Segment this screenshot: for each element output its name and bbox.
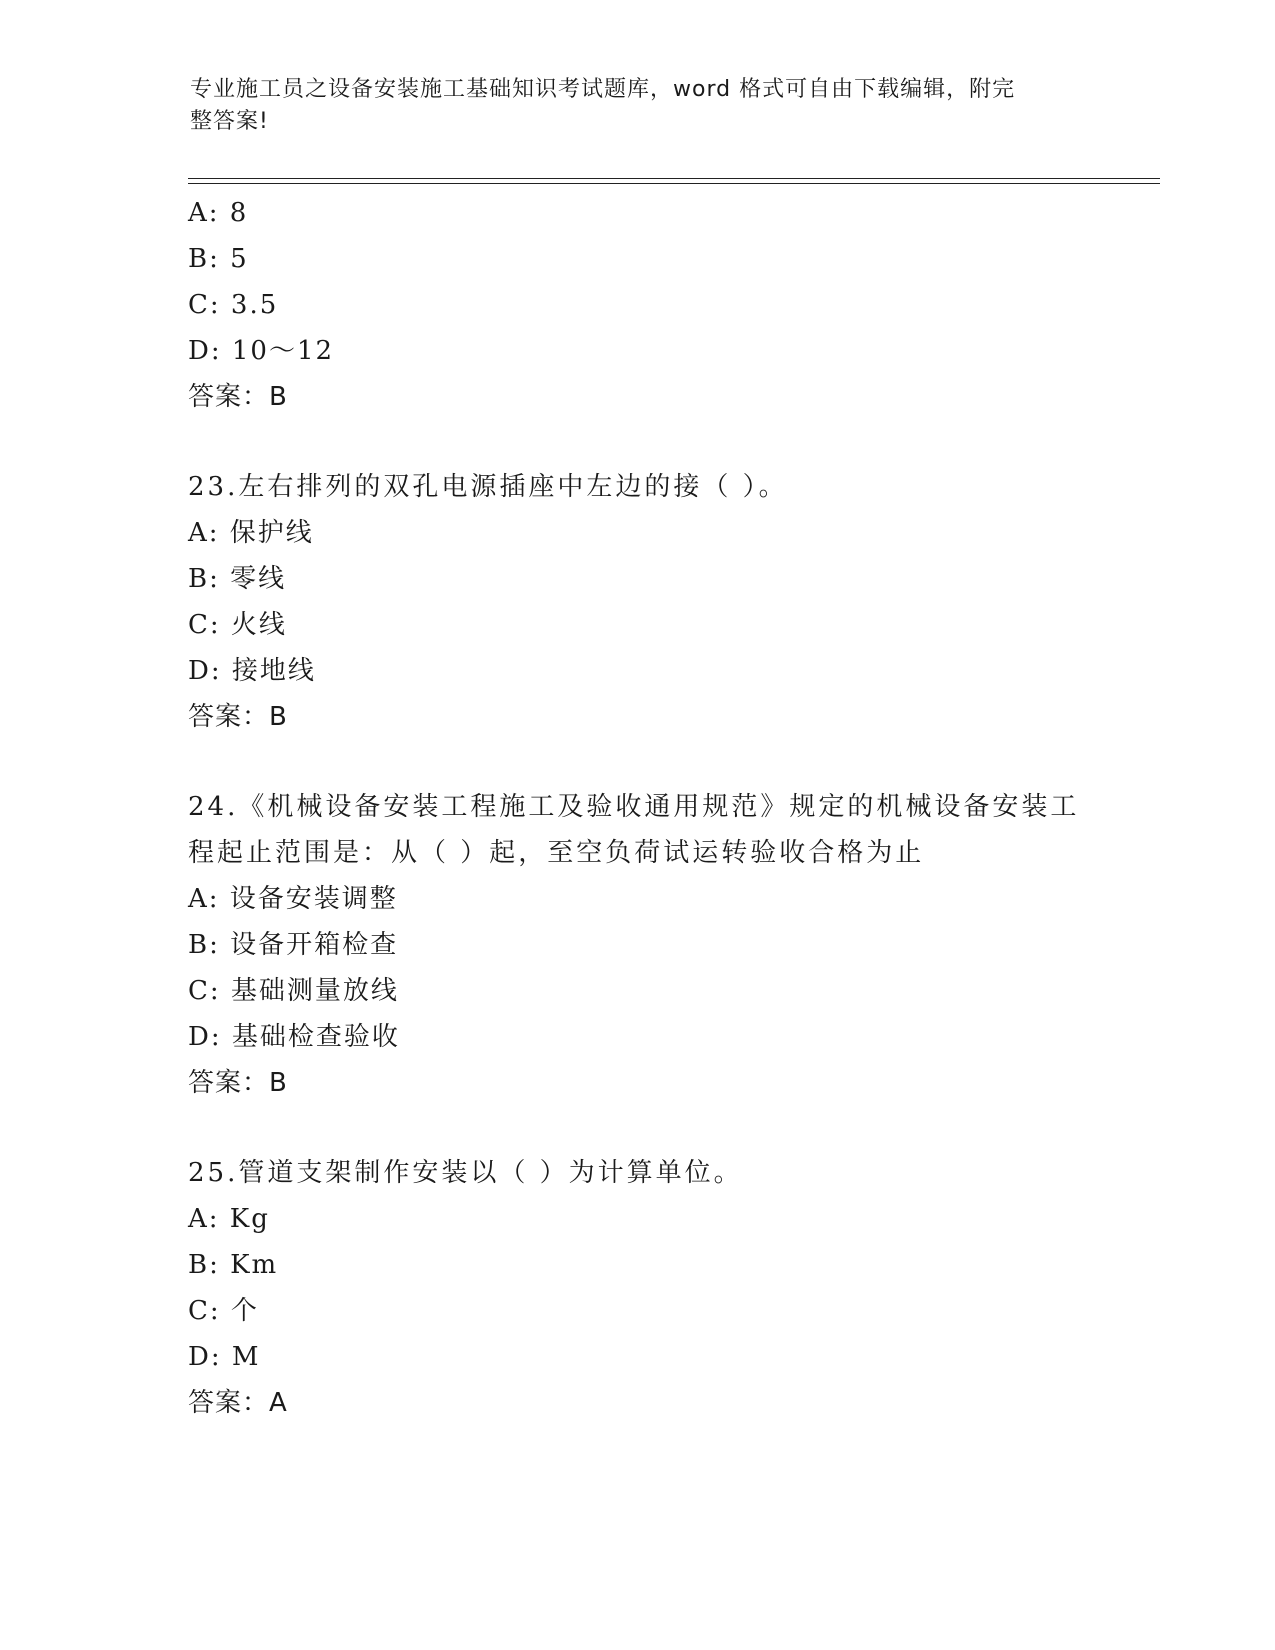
option-b: B: 零线	[188, 564, 287, 594]
question-block-22	[188, 190, 1088, 420]
option-c: C: 基础测量放线	[188, 976, 399, 1006]
header-divider-top	[188, 178, 1160, 179]
option-b: B: 设备开箱检查	[188, 930, 399, 960]
question-stem: 23.左右排列的双孔电源插座中左边的接（ ）。	[188, 472, 788, 502]
option-c: C: 火线	[188, 610, 287, 640]
header-divider-bottom	[188, 183, 1160, 184]
question-stem: 25.管道支架制作安装以（ ）为计算单位。	[188, 1158, 743, 1188]
option-b: B: Km	[188, 1250, 279, 1280]
option-d: D: M	[188, 1342, 261, 1372]
option-a: A: Kg	[188, 1204, 270, 1234]
option-a: A: 保护线	[188, 518, 314, 548]
question-block-23	[188, 464, 1088, 740]
question-stem-line-2: 程起止范围是：从（ ）起，至空负荷试运转验收合格为止	[188, 838, 925, 868]
spacer	[188, 1106, 1088, 1150]
option-d: D: 10～12	[188, 336, 335, 366]
question-block-24	[188, 784, 1088, 1106]
question-block-25	[188, 1150, 1088, 1426]
answer-line: 答案：B	[188, 1068, 288, 1098]
answer-line: 答案：B	[188, 382, 288, 412]
option-b: B: 5	[188, 244, 249, 274]
option-a: A: 设备安装调整	[188, 884, 398, 914]
option-a: A: 8	[188, 198, 249, 228]
option-c: C: 个	[188, 1296, 259, 1326]
question-stem-line-1: 24.《机械设备安装工程施工及验收通用规范》规定的机械设备安装工	[188, 792, 1080, 822]
option-d: D: 基础检查验收	[188, 1022, 400, 1052]
header-title-line-1: 专业施工员之设备安装施工基础知识考试题库，word 格式可自由下载编辑，附完	[190, 77, 1016, 102]
header-title-line-2: 整答案!	[190, 109, 269, 134]
document-header	[190, 74, 1070, 138]
spacer	[188, 740, 1088, 784]
spacer	[188, 420, 1088, 464]
option-c: C: 3.5	[188, 290, 279, 320]
answer-line: 答案：B	[188, 702, 288, 732]
option-d: D: 接地线	[188, 656, 316, 686]
answer-line: 答案：A	[188, 1388, 288, 1418]
question-list	[188, 190, 1088, 1426]
